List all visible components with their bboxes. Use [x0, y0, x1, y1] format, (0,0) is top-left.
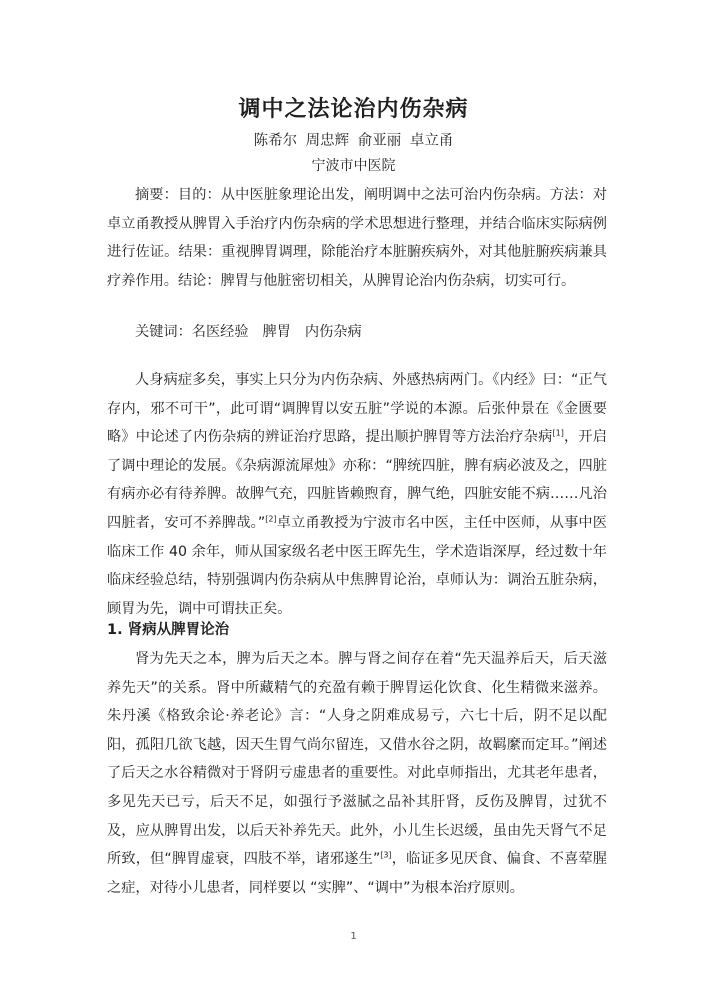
keywords-line: [107, 318, 607, 347]
keyword-item: 脾胃: [262, 324, 291, 340]
citation-ref: [2]: [265, 514, 277, 524]
section-heading: 1. 肾病从脾胃论治: [107, 622, 230, 638]
abstract-paragraph: 摘要：目的：从中医脏象理论出发，阐明调中之法可治内伤杂病。方法：对卓立甬教授从脾胃入手治疗内伤杂病的学术思想进行整理，并结合临床实际病例进行佐证。结果：重视脾胃调理，除能治疗本脏腑疾病外，对其他脏腑疾病兼具疗养作用。结论：脾胃与他脏密切相关，从脾胃论治内伤杂病，切实可行。: [107, 187, 607, 289]
intro-text: ，开启了调中理论的发展。《杂病源流犀烛》亦称：“脾统四脏，脾有病必波及之，四脏有病亦必有待养脾。故脾气充，四脏皆赖煦育，脾气绝，四脏安能不病……凡治四脏者，安可不养脾哉。”: [107, 429, 607, 531]
citation-ref: [1]: [552, 428, 564, 438]
intro-paragraph: [107, 366, 607, 623]
page-number: 1: [350, 931, 357, 942]
keyword-item: 名医经验: [191, 324, 249, 340]
citation-ref: [3]: [380, 850, 392, 860]
section-text: 肾为先天之本，脾为后天之本。脾与肾之间存在着“先天温养后天，后天滋养先天”的关系。肾中所藏精气的充盈有赖于脾胃运化饮食、化生精微来滋养。朱丹溪《格致余论·养老论》言：“人身之阴难成易亏，六七十后，阴不足以配阳，孤阳几欲飞越，因天生胃气尚尔留连，又借水谷之阴，故羁縻而定耳。”阐述了后天之水谷精微对于肾阴亏虚患者的重要性。对此卓师指出，尤其老年患者，多见先天已亏，后天不足，如强行予滋腻之品补其肝肾，反伤及脾胃，过犹不及，应从脾胃出发，以后天补养先天。此外，小儿生长迟缓，虽由先天肾气不足所致，但“脾胃虚衰，四肢不举，诸邪遂生”: [107, 651, 607, 868]
affiliation: 宁波市中医院: [311, 158, 396, 174]
intro-text: 人身病症多矣，事实上只分为内伤杂病、外感热病两门。《内经》曰：“正气存内，邪不可干”，此可谓“调脾胃以安五脏”学说的本源。后张仲景在《金匮要略》中论述了内伤杂病的辨证治疗思路，提出顺护脾胃等方法治疗杂病: [107, 372, 607, 446]
section-text: ，临证多见厌食、偏食、不喜荤腥之症，对待小儿患者，同样要以 “实脾”、“调中”为根本治疗原则。: [107, 851, 607, 896]
keywords-label: 关键词：: [135, 324, 192, 340]
keyword-item: 内伤杂病: [304, 324, 362, 340]
intro-text: 卓立甬教授为宁波市名中医，主任中医师，从事中医临床工作 40 余年，师从国家级名老中医王晖先生，学术造诣深厚，经过数十年临床经验总结，特别强调内伤杂病从中焦脾胃论治，卓师认为：调治五脏杂病，顾胃为先，调中可谓扶正矣。: [107, 514, 607, 617]
section-paragraph: [107, 645, 607, 902]
paper-title: 调中之法论治内伤杂病: [238, 97, 469, 122]
author-list: 陈希尔 周忠辉 俞亚丽 卓立甬: [253, 133, 454, 149]
